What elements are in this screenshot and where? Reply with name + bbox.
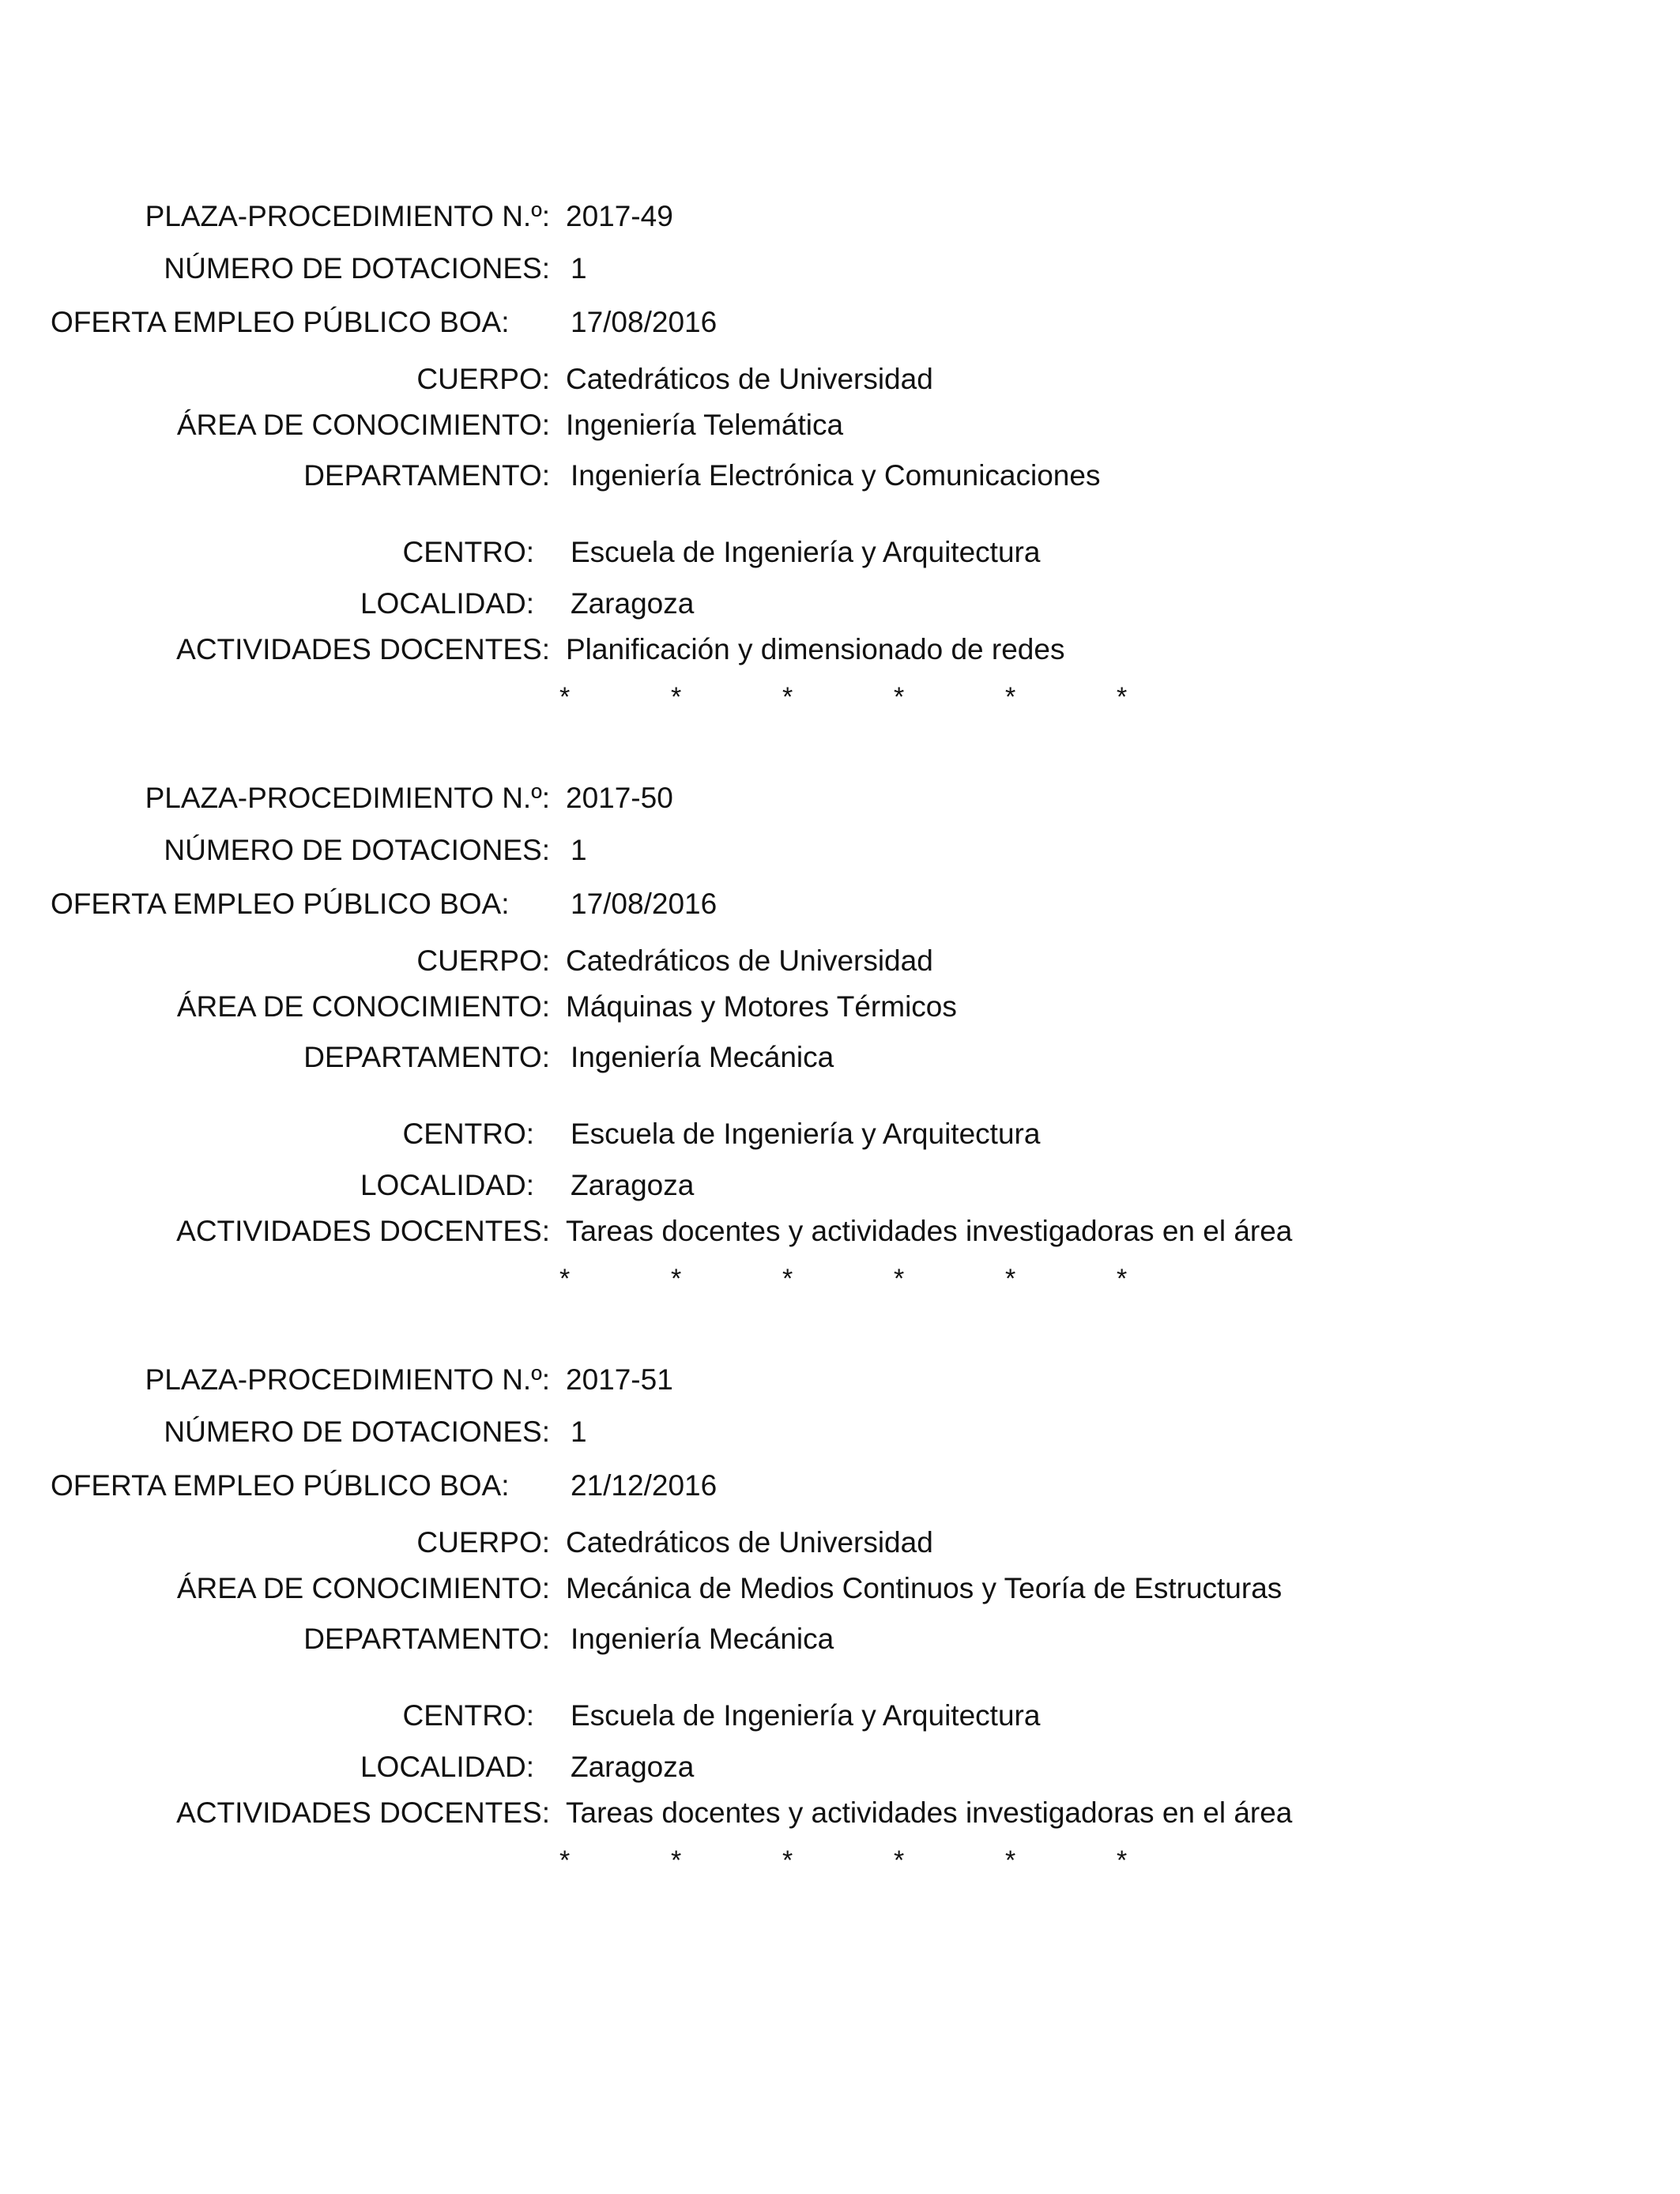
separator-star: * <box>559 1845 571 1875</box>
centro-label: CENTRO: <box>402 1699 534 1732</box>
area-label: ÁREA DE CONOCIMIENTO: <box>176 1572 550 1604</box>
area-value: Mecánica de Medios Continuos y Teoría de Estructuras <box>566 1572 1283 1604</box>
cuerpo-label: CUERPO: <box>416 1526 550 1559</box>
centro-label: CENTRO: <box>402 536 534 568</box>
separator-star: * <box>1117 1845 1128 1875</box>
departamento-value: Ingeniería Electrónica y Comunicaciones <box>571 459 1101 492</box>
plaza-value: 2017-49 <box>566 200 673 232</box>
separator-star: * <box>1117 1264 1128 1294</box>
localidad-label: LOCALIDAD: <box>360 1751 534 1783</box>
plaza-value: 2017-51 <box>566 1363 673 1396</box>
oferta-value: 17/08/2016 <box>571 888 718 920</box>
plaza-value: 2017-50 <box>566 782 673 814</box>
dotaciones-label: NÚMERO DE DOTACIONES: <box>164 834 550 866</box>
separator-star: * <box>782 682 793 712</box>
actividades-value: Tareas docentes y actividades investigadoras en el área <box>566 1215 1293 1247</box>
plaza-entry <box>0 0 1680 712</box>
dotaciones-value: 1 <box>571 1416 587 1448</box>
separator-star: * <box>671 1264 682 1294</box>
cuerpo-label: CUERPO: <box>416 944 550 977</box>
cuerpo-value: Catedráticos de Universidad <box>566 1526 933 1559</box>
separator-star: * <box>671 1845 682 1875</box>
area-label: ÁREA DE CONOCIMIENTO: <box>176 990 550 1023</box>
oferta-label: OFERTA EMPLEO PÚBLICO BOA: <box>51 1469 510 1502</box>
departamento-value: Ingeniería Mecánica <box>571 1041 834 1073</box>
oferta-label: OFERTA EMPLEO PÚBLICO BOA: <box>51 306 510 338</box>
separator-star: * <box>671 682 682 712</box>
departamento-value: Ingeniería Mecánica <box>571 1623 834 1655</box>
separator-star: * <box>894 1264 905 1294</box>
plaza-label: PLAZA-PROCEDIMIENTO N.º: <box>145 1363 550 1396</box>
plaza-label: PLAZA-PROCEDIMIENTO N.º: <box>145 782 550 814</box>
area-label: ÁREA DE CONOCIMIENTO: <box>176 409 550 441</box>
separator-star: * <box>559 1264 571 1294</box>
dotaciones-value: 1 <box>571 252 587 285</box>
centro-value: Escuela de Ingeniería y Arquitectura <box>571 536 1041 568</box>
dotaciones-value: 1 <box>571 834 587 866</box>
localidad-value: Zaragoza <box>571 1169 695 1201</box>
centro-label: CENTRO: <box>402 1118 534 1150</box>
separator-star: * <box>894 1845 905 1875</box>
departamento-label: DEPARTAMENTO: <box>303 1041 550 1073</box>
plaza-entry <box>0 1163 1680 1875</box>
separator-stars <box>553 1845 1154 1876</box>
departamento-label: DEPARTAMENTO: <box>303 1623 550 1655</box>
separator-star: * <box>1005 1264 1016 1294</box>
departamento-label: DEPARTAMENTO: <box>303 459 550 492</box>
localidad-value: Zaragoza <box>571 587 695 620</box>
separator-star: * <box>782 1264 793 1294</box>
actividades-label: ACTIVIDADES DOCENTES: <box>176 633 550 665</box>
actividades-value: Tareas docentes y actividades investigadoras en el área <box>566 1796 1293 1829</box>
area-value: Máquinas y Motores Térmicos <box>566 990 957 1023</box>
centro-value: Escuela de Ingeniería y Arquitectura <box>571 1699 1041 1732</box>
separator-star: * <box>1005 1845 1016 1875</box>
dotaciones-label: NÚMERO DE DOTACIONES: <box>164 1416 550 1448</box>
oferta-value: 21/12/2016 <box>571 1469 718 1502</box>
cuerpo-value: Catedráticos de Universidad <box>566 363 933 395</box>
separator-star: * <box>894 682 905 712</box>
actividades-label: ACTIVIDADES DOCENTES: <box>176 1215 550 1247</box>
localidad-label: LOCALIDAD: <box>360 1169 534 1201</box>
separator-star: * <box>782 1845 793 1875</box>
area-value: Ingeniería Telemática <box>566 409 844 441</box>
plaza-entry <box>0 582 1680 1294</box>
cuerpo-label: CUERPO: <box>416 363 550 395</box>
localidad-label: LOCALIDAD: <box>360 587 534 620</box>
dotaciones-label: NÚMERO DE DOTACIONES: <box>164 252 550 285</box>
localidad-value: Zaragoza <box>571 1751 695 1783</box>
separator-star: * <box>1117 682 1128 712</box>
oferta-value: 17/08/2016 <box>571 306 718 338</box>
actividades-label: ACTIVIDADES DOCENTES: <box>176 1796 550 1829</box>
separator-star: * <box>1005 682 1016 712</box>
separator-star: * <box>559 682 571 712</box>
actividades-value: Planificación y dimensionado de redes <box>566 633 1065 665</box>
cuerpo-value: Catedráticos de Universidad <box>566 944 933 977</box>
oferta-label: OFERTA EMPLEO PÚBLICO BOA: <box>51 888 510 920</box>
plaza-label: PLAZA-PROCEDIMIENTO N.º: <box>145 200 550 232</box>
centro-value: Escuela de Ingeniería y Arquitectura <box>571 1118 1041 1150</box>
